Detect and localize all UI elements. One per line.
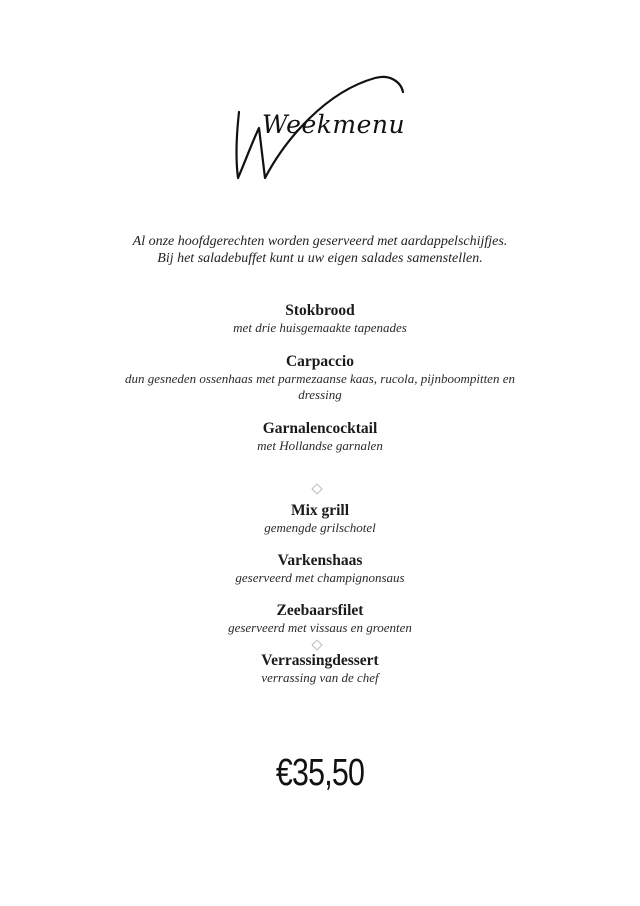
intro-line-2: Bij het saladebuffet kunt u uw eigen salades samenstellen.	[157, 251, 483, 266]
dish-stokbrood	[0, 302, 640, 336]
dish-name: Verrassingdessert	[261, 652, 379, 669]
dish-name: Mix grill	[290, 502, 350, 519]
dish-name: Stokbrood	[285, 302, 355, 319]
dish-zeebaarsfilet	[0, 602, 640, 636]
section-divider	[311, 639, 322, 650]
dish-name: Zeebaarsfilet	[276, 602, 364, 619]
dish-name: Garnalencocktail	[262, 420, 378, 437]
dish-description: gemengde grilschotel	[264, 520, 376, 535]
dish-name: Carpaccio	[285, 353, 354, 370]
menu-price: €35,50	[275, 752, 365, 794]
dish-name: Varkenshaas	[277, 552, 363, 569]
menu-title	[0, 70, 640, 195]
dish-description: met Hollandse garnalen	[257, 438, 383, 453]
dish-garnalencocktail	[0, 420, 640, 454]
dish-varkenshaas	[0, 552, 640, 586]
dish-mix-grill	[0, 502, 640, 536]
dish-verrassingdessert	[0, 652, 640, 686]
section-divider	[311, 483, 322, 494]
intro-line-1: Al onze hoofdgerechten worden geserveerd met aardappelschijfjes.	[132, 234, 508, 249]
menu-title-text: Weekmenu	[262, 110, 406, 139]
dish-description: verrassing van de chef	[261, 670, 379, 685]
dish-carpaccio	[0, 353, 640, 403]
dish-description: geserveerd met vissaus en groenten	[228, 620, 412, 635]
dish-description: met drie huisgemaakte tapenades	[233, 320, 407, 335]
dish-description: dun gesneden ossenhaas met parmezaanse kaas, rucola, pijnboompitten en dressing	[125, 371, 515, 402]
intro-text	[0, 233, 640, 267]
dish-description: geserveerd met champignonsaus	[235, 570, 405, 585]
